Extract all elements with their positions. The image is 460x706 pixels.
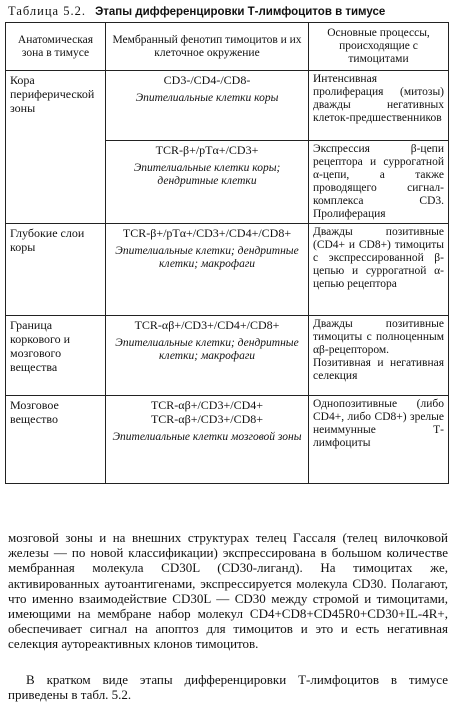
- zone-cell: Кора периферической зоны: [6, 71, 106, 224]
- phenotype: CD3-/CD4-/CD8-: [163, 73, 251, 87]
- phenotype: TCR-β+/pTα+/CD3+/CD4+/CD8+: [122, 226, 292, 240]
- table-row: [6, 71, 449, 141]
- process-cell: Дважды позитивные тимоциты с полноценным αβ-рецептором. Позитивная и негативная селекция: [309, 316, 449, 396]
- body-paragraph: В кратком виде этапы дифференцировки Т-лимфоцитов в тимусе приведены в табл. 5.2.: [8, 672, 448, 703]
- table-label: Таблица 5.2.: [8, 4, 86, 18]
- header-process: Основные процессы, происходящие с тимоцитами: [309, 23, 449, 71]
- phenotype-cell: [106, 316, 309, 396]
- environment: Эпителиальные клетки; дендритные клетки; макрофаги: [115, 245, 299, 270]
- zone-cell: Глубокие слои коры: [6, 224, 106, 316]
- table-row: [6, 396, 449, 484]
- phenotype-cell: [106, 141, 309, 224]
- process-cell: Интенсивная пролиферация (митозы) дважды негативных клеток-предшественников: [309, 71, 449, 141]
- process-cell: Дважды позитивные (CD4+ и CD8+) тимоциты с экспрессированной β-цепью и суррогатной α-цепью рецептора: [309, 224, 449, 316]
- zone-cell: Мозговое вещество: [6, 396, 106, 484]
- environment: Эпителиальные клетки коры; дендритные клетки: [133, 162, 281, 187]
- phenotype-secondary: TCR-αβ+/CD3+/CD8+: [150, 412, 264, 426]
- table-header-row: [6, 23, 449, 71]
- zone-cell: Граница коркового и мозгового вещества: [6, 316, 106, 396]
- phenotype: TCR-αβ+/CD3+/CD4+: [150, 398, 264, 412]
- environment: Эпителиальные клетки; дендритные клетки; макрофаги: [115, 337, 299, 362]
- table-row: [6, 224, 449, 316]
- process-cell: Экспрессия β-цепи рецептора и суррогатной α-цепи, а также проводящего сигнал-комплекса CD3. Пролиферация: [309, 141, 449, 224]
- process-cell: Однопозитивные (либо CD4+, либо CD8+) зрелые неиммунные Т-лимфоциты: [309, 396, 449, 484]
- body-paragraph: мозговой зоны и на внешних структурах телец Гассаля (телец вилочковой железы — по новой классификации) экспрессирована в большом количестве мембранная молекула CD30L (CD30-лиганд). На тимоцитах же, активированных аутоантигенами, экспрессируется молекула CD30. Полагают, что именно взаимодействие CD30L — CD30 между стромой и тимоцитами, имеющими на мембране набор молекул CD4+CD8+CD45R0+CD30+IL-4R+, обеспечивает сигнал на апоптоз для тимоцитов и это и есть негативная селекция аутореактивных клонов тимоцитов.: [8, 530, 448, 652]
- phenotype: TCR-β+/pTα+/CD3+: [155, 143, 259, 157]
- phenotype-cell: [106, 396, 309, 484]
- environment: Эпителиальные клетки коры: [135, 92, 279, 104]
- phenotype-cell: [106, 71, 309, 141]
- header-phenotype: Мембранный фенотип тимоцитов и их клеточное окружение: [106, 23, 309, 71]
- table-title: Этапы дифференцировки Т-лимфоцитов в тимусе: [95, 6, 386, 18]
- phenotype: TCR-αβ+/CD3+/CD4+/CD8+: [134, 318, 280, 332]
- table-row: [6, 316, 449, 396]
- header-zone: Анатомическая зона в тимусе: [6, 23, 106, 71]
- environment: Эпителиальные клетки мозговой зоны: [112, 431, 302, 443]
- differentiation-table: [5, 22, 449, 484]
- phenotype-cell: [106, 224, 309, 316]
- table-caption: [8, 3, 448, 19]
